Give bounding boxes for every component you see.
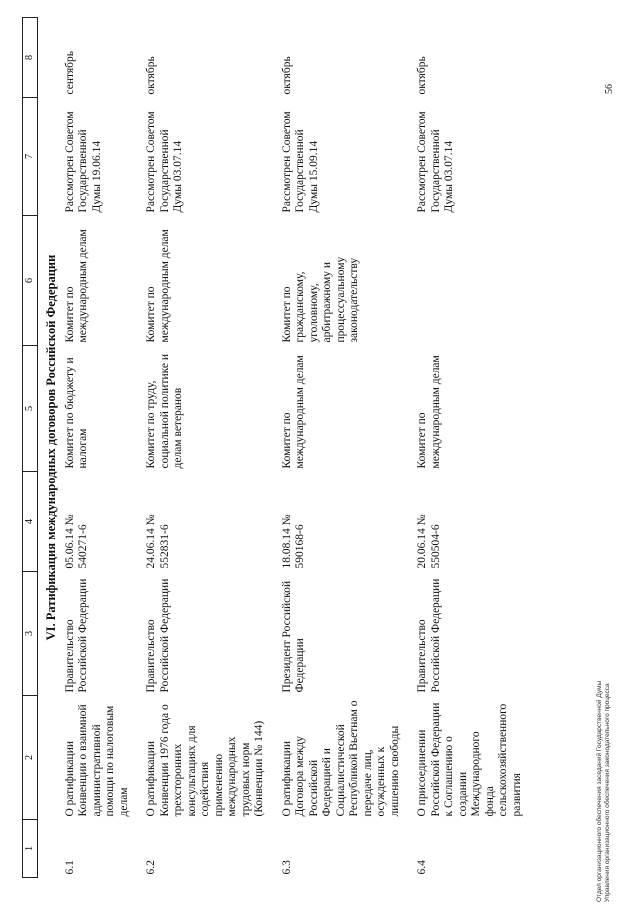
column-number: 1 xyxy=(23,820,38,878)
footer-note xyxy=(596,681,612,902)
planned-month: октябрь xyxy=(145,56,157,95)
table-row xyxy=(62,18,144,878)
bill-initiator: Президент Российской Федерации xyxy=(280,580,306,693)
column-number: 3 xyxy=(23,572,38,696)
footer-line: Отдел организационного обеспечения заседаний Государственной Думы xyxy=(596,680,603,902)
legislation-table xyxy=(22,17,536,878)
row-number: 6.4 xyxy=(416,860,428,875)
column-number: 5 xyxy=(23,346,38,472)
planned-month: октябрь xyxy=(416,56,428,95)
co-executor-committee: Комитет по международным делам xyxy=(145,229,171,343)
responsible-committee: Комитет по труду, социальной политике и делам ветеранов xyxy=(145,353,184,469)
column-number: 2 xyxy=(23,696,38,820)
column-number: 6 xyxy=(23,216,38,346)
bill-status: Рассмотрен Советом Государственной Думы 03.07.14 xyxy=(145,111,184,213)
planned-month: октябрь xyxy=(280,56,293,95)
table-row xyxy=(414,18,536,878)
co-executor-committee: Комитет по гражданскому, уголовному, арбитражному и процессуальному законодательству xyxy=(280,256,360,343)
bill-date-number: 05.06.14 № 540271-6 xyxy=(63,514,89,569)
bill-date-number: 24.06.14 № 552831-6 xyxy=(145,514,171,569)
bill-date-number: 20.06.14 № 550504-6 xyxy=(416,514,442,569)
row-number: 6.2 xyxy=(145,860,157,875)
table-row xyxy=(143,18,279,878)
column-number: 7 xyxy=(23,98,38,216)
bill-title: О ратификации Договора между Российской Федерацией и Социалистической Республикой Вьетнам о передаче лиц, осужденных к лишению свободы xyxy=(280,700,401,817)
row-number: 6.3 xyxy=(280,860,293,875)
bill-initiator: Правительство Российской Федерации xyxy=(416,578,442,693)
page-number: 56 xyxy=(604,84,615,94)
co-executor-committee: Комитет по международным делам xyxy=(63,229,89,343)
responsible-committee: Комитет по бюджету и налогам xyxy=(63,357,89,469)
column-number: 8 xyxy=(23,18,38,98)
bill-date-number: 18.08.14 № 590168-6 xyxy=(280,514,306,569)
bill-status: Рассмотрен Советом Государственной Думы 03.07.14 xyxy=(416,111,455,213)
bill-initiator: Правительство Российской Федерации xyxy=(63,578,89,693)
rotated-sheet xyxy=(22,18,612,878)
footer-line: Управления организационного обеспечения законодательного процесса xyxy=(604,683,611,902)
bill-title: О ратификации Конвенции 1976 года о трехсторонних консультациях для содействия применению международных трудовых норм (Конвенции № 144) xyxy=(145,704,265,817)
column-number-header xyxy=(23,18,38,878)
responsible-committee: Комитет по международным делам xyxy=(416,355,442,469)
table-row xyxy=(279,18,415,878)
row-number: 6.1 xyxy=(63,860,76,875)
planned-month: сентябрь xyxy=(63,50,76,95)
bill-status: Рассмотрен Советом Государственной Думы 19.06.14 xyxy=(63,111,103,213)
co-executor-committee xyxy=(414,216,536,346)
bill-initiator: Правительство Российской Федерации xyxy=(145,578,171,693)
bill-title: О присоединении Российской Федерации к Соглашению о создании Международного фонда сельскохозяйственного развития xyxy=(416,702,523,817)
bill-status: Рассмотрен Советом Государственной Думы 15.09.14 xyxy=(280,111,320,213)
section-title: VI. Ратификация международных договоров Российской Федерации xyxy=(44,254,58,641)
bill-title: О ратификации Конвенции о взаимной административной помощи по налоговым делам xyxy=(63,704,130,817)
column-number: 4 xyxy=(23,472,38,572)
section-heading-row xyxy=(38,18,62,878)
responsible-committee: Комитет по международным делам xyxy=(280,355,306,469)
